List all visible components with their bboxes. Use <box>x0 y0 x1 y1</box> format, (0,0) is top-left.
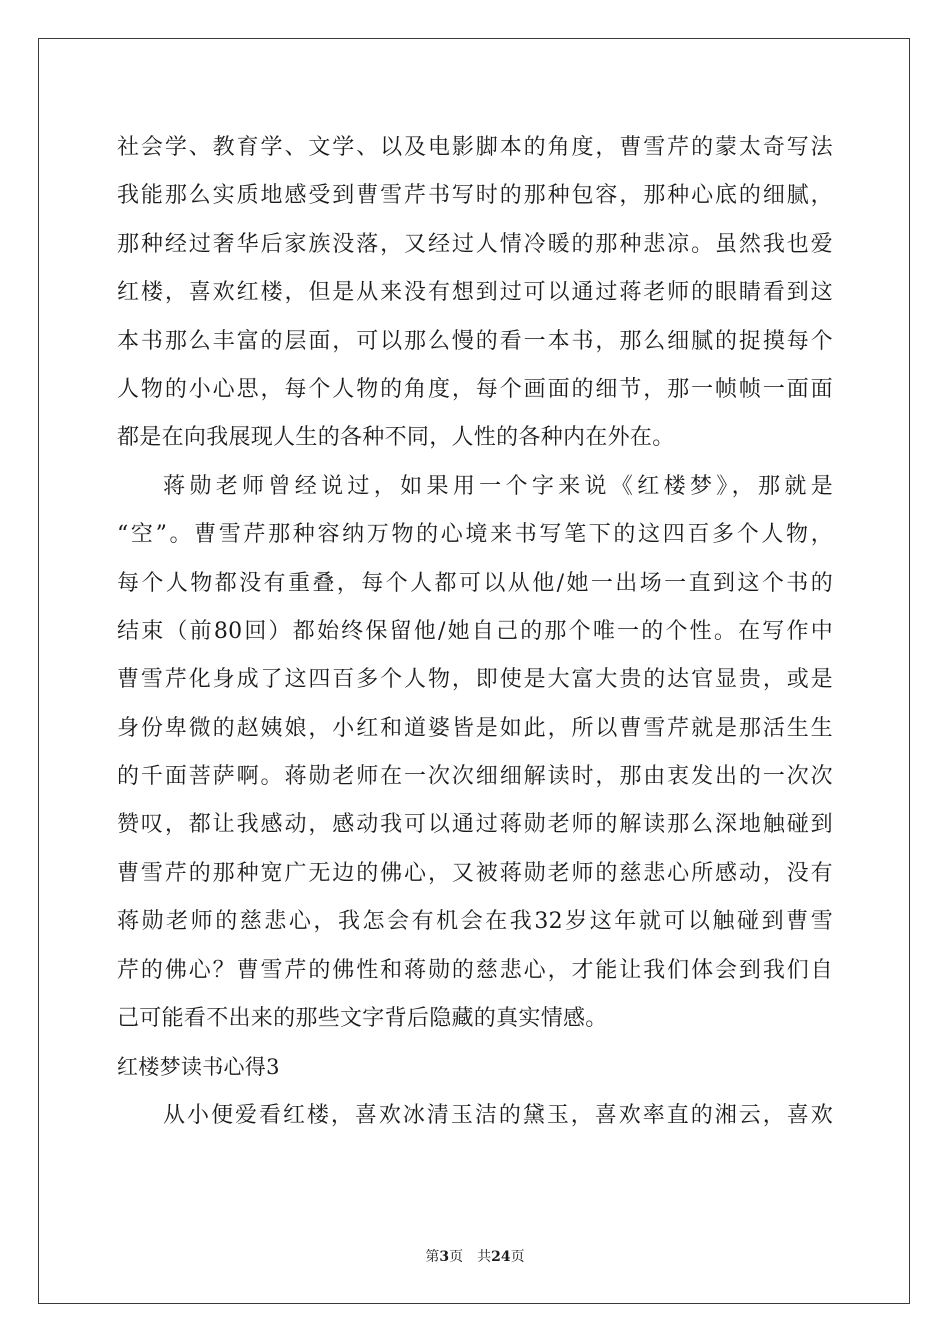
text-line: 曹雪芹的那种宽广无边的佛心，又被蒋勋老师的慈悲心所感动，没有 <box>117 860 833 886</box>
text-line: 蒋勋老师曾经说过，如果用一个字来说《红楼梦》，那就是 <box>163 473 833 499</box>
text-line: 每个人物都没有重叠，每个人都可以从他/她一出场一直到这个书的 <box>117 570 833 596</box>
text-line: 结束（前80回）都始终保留他/她自己的那个唯一的个性。在写作中 <box>117 618 833 644</box>
text-line: 社会学、教育学、文学、以及电影脚本的角度，曹雪芹的蒙太奇写法 <box>117 135 833 160</box>
text-line: 蒋勋老师的慈悲心，我怎会有机会在我32岁这年就可以触碰到曹雪 <box>117 909 833 935</box>
text-line: 那种经过奢华后家族没落，又经过人情冷暖的那种悲凉。虽然我也爱 <box>117 231 833 257</box>
footer-page-prefix: 第 <box>425 1249 440 1265</box>
text-line: 身份卑微的赵姨娘，小红和道婆皆是如此，所以曹雪芹就是那活生生 <box>117 715 833 741</box>
footer-page-suffix: 页 <box>449 1249 464 1265</box>
text-line: 的千面菩萨啊。蒋勋老师在一次次细细解读时，那由衷发出的一次次 <box>117 764 833 790</box>
text-line: 人物的小心思，每个人物的角度，每个画面的细节，那一帧帧一面面 <box>117 376 833 402</box>
text-line: 从小便爱看红楼，喜欢冰清玉洁的黛玉，喜欢率直的湘云，喜欢 <box>163 1102 833 1128</box>
text-line: 曹雪芹化身成了这四百多个人物，即使是大富大贵的达官显贵，或是 <box>117 667 833 693</box>
text-line: 己可能看不出来的那些文字背后隐藏的真实情感。 <box>117 1006 608 1032</box>
text-line: “空”。曹雪芹那种容纳万物的心境来书写笔下的这四百多个人物， <box>117 522 833 548</box>
page-footer <box>0 1246 950 1266</box>
footer-page-number: 3 <box>439 1249 450 1265</box>
footer-total-suffix: 页 <box>510 1249 525 1265</box>
text-line: 芹的佛心？曹雪芹的佛性和蒋勋的慈悲心，才能让我们体会到我们自 <box>117 957 833 983</box>
document-body <box>117 124 833 1140</box>
text-line: 红楼梦读书心得3 <box>117 1055 280 1080</box>
text-line: 红楼，喜欢红楼，但是从来没有想到过可以通过蒋老师的眼睛看到这 <box>117 280 833 306</box>
text-line: 我能那么实质地感受到曹雪芹书写时的那种包容，那种心底的细腻， <box>117 183 833 209</box>
text-line: 都是在向我展现人生的各种不同，人性的各种内在外在。 <box>117 425 675 451</box>
text-line: 赞叹，都让我感动，感动我可以通过蒋勋老师的解读那么深地触碰到 <box>117 812 833 838</box>
footer-total-pages: 24 <box>491 1249 511 1265</box>
text-line: 本书那么丰富的层面，可以那么慢的看一本书，那么细腻的捉摸每个 <box>117 328 833 354</box>
footer-total-prefix: 共 <box>477 1249 492 1265</box>
